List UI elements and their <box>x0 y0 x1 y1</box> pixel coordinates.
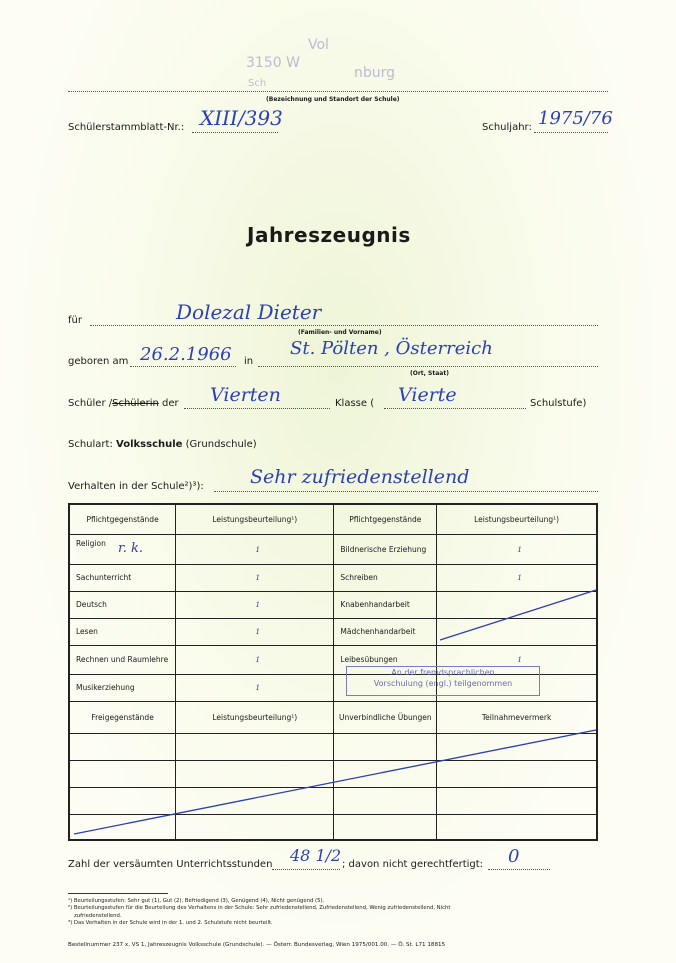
schueler-label: Schüler /Schülerin der <box>68 398 179 409</box>
student-name: Dolezal Dieter <box>176 300 322 324</box>
grade-schreiben: 1 <box>437 564 597 591</box>
verhalten-value: Sehr zufriedenstellend <box>250 466 470 488</box>
subject-lesen: Lesen <box>69 618 176 645</box>
schuljahr-label: Schuljahr: <box>482 122 532 133</box>
school-stamp-line2: 3150 W <box>246 55 300 71</box>
header-leistung-left: Leistungsbeurteilung¹) <box>176 504 334 534</box>
verhalten-label: Verhalten in der Schule²)³): <box>68 481 204 492</box>
schulstufe-label: Schulstufe) <box>530 398 587 409</box>
footnote-2b: zufriedenstellend. <box>74 912 122 919</box>
grade-sachunterricht: 1 <box>176 564 334 591</box>
klasse-label: Klasse ( <box>335 398 375 409</box>
grade-leibesuebungen: 1 <box>437 645 597 674</box>
school-stamp-line1: Vol <box>308 37 329 53</box>
fuer-label: für <box>68 315 82 326</box>
footnote-3: ³) Das Verhalten in der Schule wird in der 1. und 2. Schulstufe nicht beurteilt. <box>68 919 273 926</box>
subject-rechnen: Rechnen und Raumlehre <box>69 645 176 674</box>
header-leistung-frei: Leistungsbeurteilung¹) <box>176 701 334 733</box>
subject-maedchenhandarbeit: Mädchenhandarbeit <box>334 618 437 645</box>
header-leistung-right: Leistungsbeurteilung¹) <box>437 504 597 534</box>
subject-bildnerische: Bildnerische Erziehung <box>334 534 437 564</box>
versaeumt-label2: ; davon nicht gerechtfertigt: <box>342 859 484 870</box>
freigegenstaende-strike-line <box>74 730 596 834</box>
subject-musikerziehung: Musikerziehung <box>69 674 176 701</box>
name-caption: (Familien- und Vorname) <box>298 329 382 336</box>
school-stamp-line3: nburg <box>354 65 396 81</box>
gerechtfertigt-value: 0 <box>508 846 520 867</box>
subject-religion: Religion r. k. <box>69 534 176 564</box>
footnote-2: ²) Beurteilungsstufen für die Beurteilung des Verhaltens in der Schule: Sehr zufriedenstellend, Zufriedenstellend, Wenig zufriedenstellend, Nicht <box>68 905 451 912</box>
religion-note: r. k. <box>118 540 144 556</box>
subject-leibesuebungen: Leibesübungen <box>334 645 437 674</box>
schuljahr-value: 1975/76 <box>538 108 613 129</box>
subject-knabenhandarbeit: Knabenhandarbeit <box>334 591 437 618</box>
grade-deutsch: 1 <box>176 591 334 618</box>
class-ordinal: Vierten <box>210 384 281 406</box>
footnotes <box>68 898 608 927</box>
grade-musikerziehung: 1 <box>176 674 334 701</box>
place-caption: (Ort, Staat) <box>410 370 449 377</box>
handarbeit-strike-line <box>440 590 596 640</box>
grade-religion: 1 <box>176 534 334 564</box>
versaeumt-value: 48 1/2 <box>290 846 342 865</box>
school-caption: (Bezeichnung und Standort der Schule) <box>266 96 400 103</box>
subject-schreiben: Schreiben <box>334 564 437 591</box>
grade-bildnerische: 1 <box>437 534 597 564</box>
birth-date: 26.2.1966 <box>140 344 232 365</box>
vorschulung-stamp: An der fremdsprachlichen Vorschulung (engl.) teilgenommen <box>346 666 540 696</box>
header-pflicht-right: Pflichtgegenstände <box>334 504 437 534</box>
in-label: in <box>244 356 254 367</box>
grade-rechnen: 1 <box>176 645 334 674</box>
stammblatt-label: Schülerstammblatt-Nr.: <box>68 122 185 133</box>
versaeumt-label: Zahl der versäumten Unterrichtsstunden <box>68 859 273 870</box>
birth-place: St. Pölten , Österreich <box>290 338 493 359</box>
document-title: Jahreszeugnis <box>247 223 411 247</box>
school-stamp-line4: Sch <box>248 78 267 89</box>
schuelerin-struck: Schülerin <box>112 398 159 409</box>
order-number-line: Bestellnummer 237 x, VS 1, Jahreszeugnis Volksschule (Grundschule). — Österr. Bundesverlag, Wien 1975/001.00. — Ö. St. L71 18815 <box>68 942 446 948</box>
schulart: Schulart: Volksschule (Grundschule) <box>68 439 257 450</box>
geboren-label: geboren am <box>68 356 129 367</box>
header-pflicht-left: Pflichtgegenstände <box>69 504 176 534</box>
header-teilnahme: Teilnahmevermerk <box>437 701 597 733</box>
header-unverbindlich: Unverbindliche Übungen <box>334 701 437 733</box>
header-frei: Freigegenstände <box>69 701 176 733</box>
schulstufe-value: Vierte <box>398 384 457 406</box>
gerechtfertigt-line <box>488 869 550 870</box>
subject-sachunterricht: Sachunterricht <box>69 564 176 591</box>
grade-lesen: 1 <box>176 618 334 645</box>
subject-deutsch: Deutsch <box>69 591 176 618</box>
footnote-1: ¹) Beurteilungsstufen: Sehr gut (1), Gut (2), Befriedigend (3), Genügend (4), Nicht genügend (5). <box>68 898 325 904</box>
stammblatt-value: XIII/393 <box>200 106 283 130</box>
schulart-value: Volksschule <box>116 439 183 450</box>
footnote-rule <box>68 893 168 894</box>
versaeumt-line <box>272 869 340 870</box>
